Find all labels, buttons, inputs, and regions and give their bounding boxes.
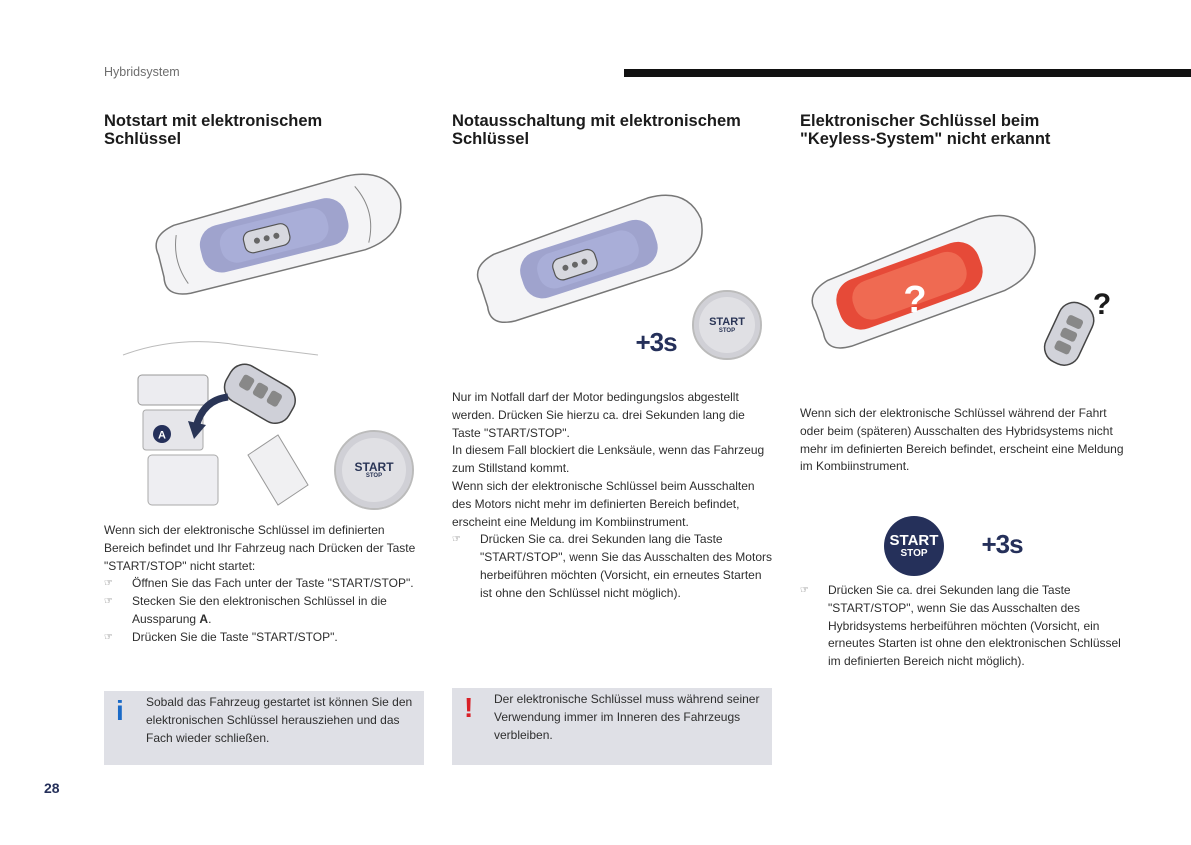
paragraph: Wenn sich der elektronische Schlüssel während der Fahrt oder beim (späteren) Ausschalten des Hybridsystems nicht mehr im definierten Bereich befindet, erscheint eine Meldung im Kombiinstrument.	[800, 406, 1124, 474]
hand-pointer-icon: ☞	[104, 596, 113, 608]
unknown-key-mark: ?	[903, 279, 927, 321]
page-number: 28	[44, 780, 60, 796]
question-mark-icon: ?	[1092, 288, 1112, 321]
hand-pointer-icon: ☞	[104, 631, 113, 643]
start-stop-button-image	[884, 516, 944, 576]
stop-label: STOP	[718, 327, 736, 334]
column-1-intro: Wenn sich der elektronische Schlüssel im definierten Bereich befindet und Ihr Fahrzeug nach Drücken der Taste "START/STOP" nicht startet:	[104, 523, 416, 573]
list-item: ☞ Drücken Sie ca. drei Sekunden lang die Taste "START/STOP", wenn Sie das Ausschalten des Motors herbeiführen möchten (Vorsicht, ein erneutes Starten ist ohne den Schlüssel nicht möglich).	[452, 532, 772, 600]
paragraph: In diesem Fall blockiert die Lenksäule, wenn das Fahrzeug zum Stillstand kommt.	[452, 443, 765, 476]
list-item: ☞ Stecken Sie den elektronischen Schlüssel in die Aussparung A.	[104, 594, 387, 626]
paragraph: Nur im Notfall darf der Motor bedingungslos abgestellt werden. Drücken Sie hierzu ca. drei Sekunden lang die Taste "START/STOP".	[452, 390, 745, 440]
column-2-body	[452, 389, 772, 603]
column-3-steps	[800, 582, 1130, 671]
section-label: Hybridsystem	[104, 65, 180, 79]
start-stop-button-image	[334, 430, 414, 510]
stop-label: STOP	[900, 548, 928, 559]
warning-note-text: Der elektronische Schlüssel muss während seiner Verwendung immer im Inneren des Fahrzeugs verbleiben.	[494, 692, 760, 742]
header-bar	[624, 69, 1191, 77]
column-3-title: Elektronischer Schlüssel beim "Keyless-System" nicht erkannt	[800, 112, 1051, 148]
column-1-steps	[104, 575, 424, 646]
three-seconds-badge: +3s	[981, 528, 1023, 559]
list-item: ☞ Öffnen Sie das Fach unter der Taste "START/STOP".	[104, 575, 424, 593]
list-item: ☞ Drücken Sie ca. drei Sekunden lang die Taste "START/STOP", wenn Sie das Ausschalten des Hybridsystems herbeiführen möchten (Vorsicht, ein erneutes Starten ist ohne den elektronischen Schlüssel im definierten Bereich nicht möglich).	[800, 583, 1121, 669]
car-key-zone-illustration	[465, 192, 720, 332]
column-3-body	[800, 405, 1130, 476]
slot-label-a: A	[158, 429, 166, 442]
stop-label: STOP	[365, 473, 383, 479]
list-item: ☞ Drücken Sie die Taste "START/STOP".	[104, 629, 424, 647]
car-key-zone-illustration	[140, 170, 420, 305]
column-2-title: Notausschaltung mit elektronischem Schlüssel	[452, 112, 741, 148]
warning-note-box	[452, 688, 772, 765]
column-1-title: Notstart mit elektronischem Schlüssel	[104, 112, 323, 148]
column-2-steps	[452, 531, 772, 602]
car-red-zone-illustration	[805, 210, 1050, 370]
hand-pointer-icon: ☞	[800, 585, 809, 596]
key-fob-illustration	[1040, 282, 1120, 372]
start-label: START	[709, 315, 745, 328]
hand-pointer-icon: ☞	[104, 578, 113, 590]
column-1-body	[104, 522, 424, 647]
start-label: START	[354, 460, 394, 474]
dashboard-key-slot-illustration	[118, 335, 328, 513]
info-note-text: Sobald das Fahrzeug gestartet ist können Sie den elektronischen Schlüssel herausziehen und das Fach wieder schließen.	[146, 695, 413, 745]
info-icon: i	[116, 695, 124, 726]
hand-pointer-icon: ☞	[452, 534, 461, 546]
column-3-steps-wrap	[800, 582, 1130, 671]
three-seconds-badge: +3s	[635, 326, 677, 357]
paragraph: Wenn sich der elektronische Schlüssel beim Ausschalten des Motors nicht mehr im definierten Bereich befindet, erscheint eine Meldung im Kombiinstrument.	[452, 478, 755, 529]
start-label: START	[889, 532, 939, 549]
start-stop-button-image	[692, 290, 762, 360]
info-note-box	[104, 691, 424, 765]
warning-icon: !	[464, 692, 474, 723]
